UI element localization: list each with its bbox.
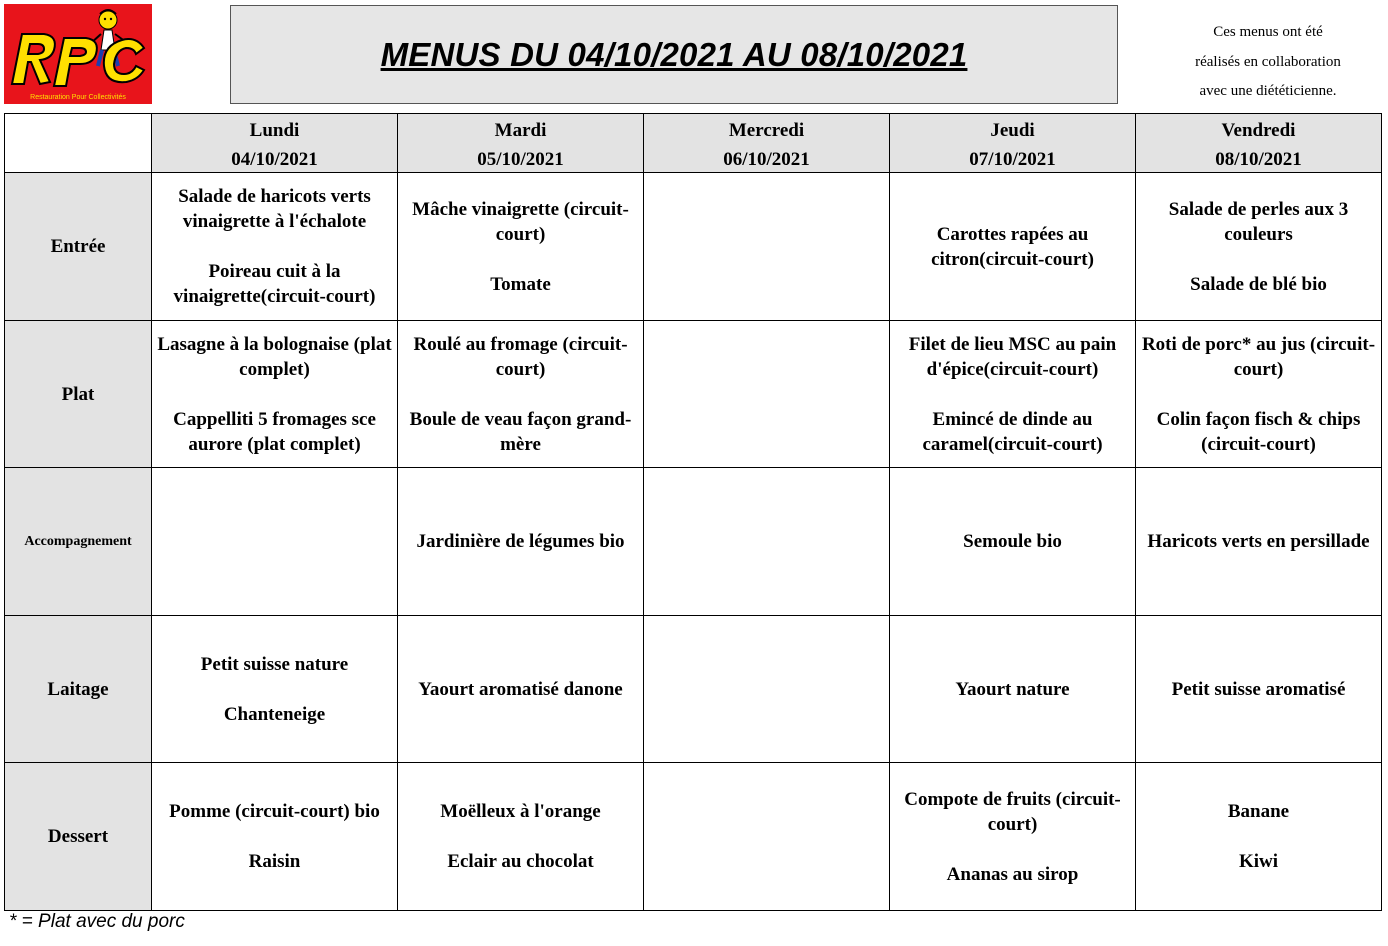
menu-cell [152, 173, 398, 321]
dish: Salade de blé bio [1190, 273, 1327, 295]
day-date: 06/10/2021 [723, 149, 810, 170]
dish: Lasagne à la bolognaise (plat complet) [157, 333, 392, 380]
menu-cell [398, 763, 644, 911]
day-name: Lundi [249, 120, 300, 141]
dish: Pomme (circuit-court) bio [169, 801, 380, 822]
menu-cell [644, 173, 890, 321]
menu-cell [644, 321, 890, 468]
day-header [1136, 114, 1382, 173]
day-date: 04/10/2021 [231, 149, 318, 170]
day-header [644, 114, 890, 173]
menu-cell [890, 321, 1136, 468]
dish: Boule de veau façon grand-mère [409, 408, 632, 455]
menu-cell [644, 763, 890, 911]
menu-cell [398, 321, 644, 468]
dish: Jardinière de légumes bio [416, 531, 625, 552]
pork-footnote: * = Plat avec du porc [9, 911, 185, 932]
dish: Yaourt aromatisé danone [418, 678, 623, 700]
dish: Poireau cuit à la vinaigrette(circuit-court) [173, 261, 376, 307]
dish: Haricots verts en persillade [1147, 531, 1370, 552]
rpc-logo [4, 4, 152, 104]
dish: Chanteneige [223, 703, 326, 725]
logo-tagline: Restauration Pour Collectivités [30, 94, 126, 101]
day-date: 07/10/2021 [969, 149, 1056, 170]
day-name: Mardi [494, 120, 547, 141]
dish: Yaourt nature [955, 678, 1070, 700]
menu-cell [1136, 763, 1382, 911]
dish: Carottes rapées au citron(circuit-court) [931, 223, 1094, 270]
page-title: MENUS DU 04/10/2021 AU 08/10/2021 [380, 35, 968, 73]
dish: Emincé de dinde au caramel(circuit-court) [922, 408, 1103, 455]
course-label: Plat [5, 321, 152, 468]
dish: Ananas au sirop [946, 863, 1079, 885]
dish: Colin façon fisch & chips (circuit-court) [1156, 408, 1361, 455]
note-line: Ces menus ont été [1213, 24, 1323, 40]
menu-cell [1136, 468, 1382, 616]
menu-cell [1136, 616, 1382, 763]
menu-cell [398, 616, 644, 763]
menu-cell [1136, 173, 1382, 321]
dish: Roti de porc* au jus (circuit-court) [1141, 333, 1376, 380]
menu-table [4, 113, 1382, 911]
note-line: réalisés en collaboration [1195, 53, 1341, 70]
title-box [230, 5, 1118, 104]
dish: Eclair au chocolat [447, 851, 594, 872]
dish: Salade de perles aux 3 couleurs [1168, 198, 1349, 245]
menu-cell [890, 763, 1136, 911]
dish: Roulé au fromage (circuit-court) [413, 333, 628, 380]
menu-cell [152, 763, 398, 911]
dish: Moëlleux à l'orange [440, 801, 601, 822]
day-name: Vendredi [1221, 120, 1296, 141]
table-corner [5, 114, 152, 173]
dish: Raisin [248, 851, 301, 872]
dish: Semoule bio [963, 531, 1062, 552]
menu-cell [890, 616, 1136, 763]
dish: Petit suisse aromatisé [1171, 678, 1346, 700]
dish: Tomate [490, 273, 551, 295]
dish: Compote de fruits (circuit-court) [904, 788, 1121, 835]
dish: Cappelliti 5 fromages sce aurore (plat complet) [173, 408, 376, 455]
menu-cell [1136, 321, 1382, 468]
menu-cell [152, 321, 398, 468]
course-label: Laitage [5, 616, 152, 763]
day-name: Mercredi [728, 120, 805, 141]
menu-cell [890, 173, 1136, 321]
dish: Kiwi [1238, 851, 1279, 872]
rpc-logo-graphic [4, 4, 152, 104]
course-label: Accompagnement [5, 468, 152, 616]
menu-cell [644, 468, 890, 616]
day-date: 08/10/2021 [1215, 149, 1302, 170]
menu-cell [890, 468, 1136, 616]
dish: Salade de haricots verts vinaigrette à l'échalote [178, 186, 371, 232]
dish: Petit suisse nature [200, 653, 349, 675]
day-header [152, 114, 398, 173]
course-label: Dessert [5, 763, 152, 911]
dish: Filet de lieu MSC au pain d'épice(circuit-court) [908, 333, 1117, 380]
dish: Mâche vinaigrette (circuit-court) [412, 198, 629, 245]
day-date: 05/10/2021 [477, 149, 564, 170]
menu-cell [152, 468, 398, 616]
menu-cell [644, 616, 890, 763]
day-header [890, 114, 1136, 173]
menu-cell [398, 468, 644, 616]
dish: Banane [1227, 801, 1290, 822]
menu-cell [398, 173, 644, 321]
day-header [398, 114, 644, 173]
day-name: Jeudi [990, 120, 1035, 141]
menu-cell [152, 616, 398, 763]
dietitian-note [1150, 18, 1386, 107]
note-line: avec une diététicienne. [1199, 83, 1337, 99]
course-label: Entrée [5, 173, 152, 321]
